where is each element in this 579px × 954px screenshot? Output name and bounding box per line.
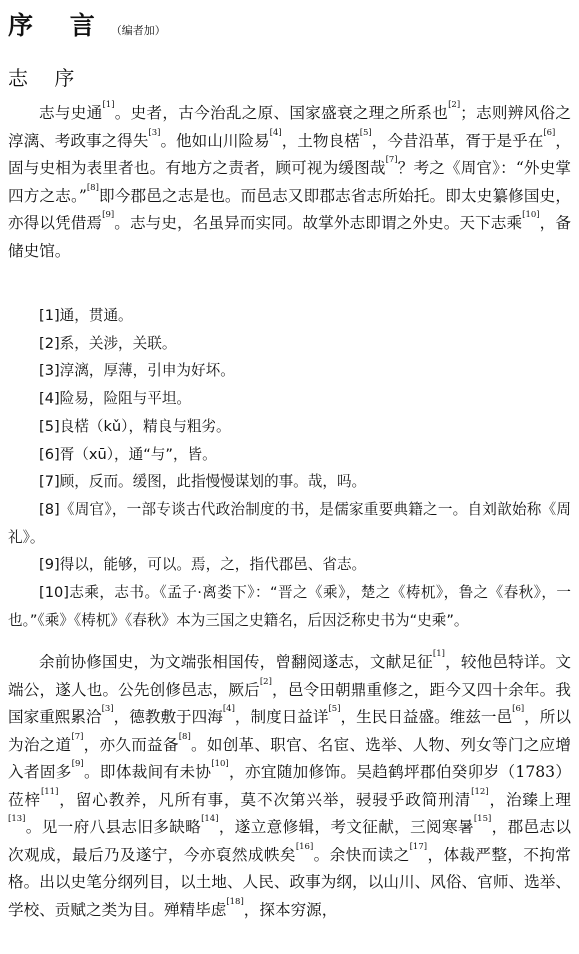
footnote-marker: [4] [222, 704, 235, 714]
footnote-marker: [15] [473, 814, 492, 824]
footnote-marker: [12] [471, 786, 489, 797]
footnote-marker: [2] [259, 676, 272, 687]
footnote-marker: [8] [178, 731, 191, 742]
footnote-marker: [10] [522, 210, 540, 220]
paragraph-text: ，生民日益盛。维兹一邑 [340, 708, 513, 726]
footnote-marker: [7] [71, 731, 84, 742]
footnote-marker: [5] [359, 127, 372, 138]
page-title: 序 言 [8, 11, 109, 40]
annotation-item: [2]系，关涉，关联。 [39, 334, 177, 352]
paragraph-text: ，体裁严整，不拘常格。出以史笔分纲列目，以土地、人民、政事为纲，以山川、风俗、官师、选举、学校、贡赋之类为目。殚精毕虑 [8, 845, 571, 919]
footnote-marker: [9] [102, 210, 115, 220]
paragraph-text: ，所以为治之道 [8, 708, 571, 754]
paragraph-text: 。他如山川险易 [160, 131, 270, 150]
paragraph-text: ，固与史相为表里者也。有地方之责者，顾可视为缓图哉 [8, 131, 571, 177]
paragraph-text: ，德教敷于四海 [113, 708, 223, 726]
paragraph-text: 。见一府八县志旧多缺略 [25, 818, 202, 836]
paragraph-text: 即今郡邑之志是也。而邑志又即郡志省志所始托。即太史纂修国史，亦得以凭借焉 [8, 186, 571, 232]
annotation-item: [10]志乘，志书。《孟子·离娄下》：“晋之《乘》，楚之《梼杌》，鲁之《春秋》，一也。”《乘》《梼杌》《春秋》本为三国之史籍名，后因泛称史书为“史乘”。 [8, 584, 571, 629]
paragraph-text: ，备储史馆。 [8, 214, 571, 260]
title-note: （编者加） [110, 24, 166, 37]
paragraph-text: ，今昔沿革，胥于是乎在 [371, 131, 544, 150]
annotation-item: [6]胥（xū），通“与”，皆。 [39, 445, 217, 463]
paragraph-text: 余前协修国史，为文端张相国传，曾翻阅遂志，文献足征 [39, 653, 433, 671]
annotation-list [8, 302, 571, 634]
footnote-marker: [17] [409, 841, 428, 852]
footnote-marker: [4] [269, 127, 282, 138]
footnote-marker: [5] [328, 704, 341, 714]
paragraph-text: ，治臻上理 [488, 790, 571, 809]
footnote-marker: [8] [86, 182, 99, 193]
footnote-marker: [3] [101, 704, 114, 714]
annotation-item: [8]《周官》，一部专谈古代政治制度的书，是儒家重要典籍之一。自刘歆始称《周礼》。 [8, 500, 571, 546]
footnote-marker: [14] [201, 814, 219, 824]
paragraph-text: 志与史通 [39, 104, 103, 122]
annotation-item: [3]淳漓，厚薄，引申为好坏。 [39, 362, 235, 380]
paragraph-text: ，亦宜随加修饰。吴趋鹤坪郡伯癸卯岁（1783）莅梓 [8, 763, 571, 809]
paragraph-text: 。余快而读之 [313, 845, 410, 864]
paragraph-text: 。志与史，名虽异而实同。故掌外志即谓之外史。天下志乘 [114, 214, 523, 232]
annotation-item: [9]得以，能够，可以。焉，之，指代郡邑、省志。 [39, 556, 367, 574]
paragraph-text: ，留心教养，凡所有事，莫不次第兴举，骎骎乎政简刑清 [58, 790, 472, 809]
paragraph-text: ，亦久而益备 [83, 735, 179, 754]
paragraph-text: ，遂立意修辑，考文征献，三阅寒暑 [218, 818, 474, 836]
paragraph-first [8, 100, 571, 265]
section-heading: 志 序 [8, 66, 85, 90]
paragraph-text: ，郡邑志以次观成，最后乃及遂宁，今亦裒然成帙矣 [8, 818, 571, 864]
paragraph-text: ？考之《周官》：“外史掌四方之志。” [8, 159, 571, 205]
paragraph-text: 。即体裁间有未协 [83, 763, 212, 781]
annotation-item: [4]险易，险阻与平坦。 [39, 390, 192, 408]
paragraph-text: ，土物良楛 [281, 131, 360, 150]
paragraph-text: ，探本穷源， [243, 900, 338, 919]
footnote-marker: [1] [102, 100, 115, 110]
page-title-row [8, 6, 166, 46]
paragraph-text: ，邑令田朝鼎重修之，距今又四十余年。我国家重熙累洽 [8, 680, 571, 726]
footnote-marker: [7] [385, 155, 398, 165]
annotation-item: [5]良楛（kǔ），精良与粗劣。 [39, 417, 231, 435]
annotation-item: [7]顾，反而。缓图，此指慢慢谋划的事。哉，吗。 [39, 473, 367, 491]
footnote-marker: [6] [512, 704, 525, 714]
annotation-item: [1]通，贯通。 [39, 307, 133, 324]
footnote-marker: [18] [226, 896, 244, 907]
footnote-marker: [2] [448, 100, 461, 110]
paragraph-text: ，制度日益详 [234, 708, 329, 726]
paragraph-text: 。如创革、职官、名宦、选举、人物、列女等门之应增入者固多 [8, 735, 571, 781]
footnote-marker: [1] [432, 649, 445, 659]
paragraph-text: ；志则辨风俗之淳漓、考政事之得失 [8, 104, 571, 150]
footnote-marker: [6] [543, 127, 556, 138]
footnote-marker: [11] [40, 786, 59, 797]
paragraph-text: ，较他邑特详。文端公，遂人也。公先创修邑志，厥后 [8, 653, 571, 699]
footnote-marker: [3] [148, 127, 161, 138]
footnote-marker: [10] [211, 759, 229, 769]
footnote-marker: [13] [8, 814, 26, 824]
paragraph-second [8, 649, 571, 924]
footnote-marker: [9] [71, 759, 84, 769]
paragraph-text: 。史者，古今治乱之原、国家盛衰之理之所系也 [114, 104, 449, 122]
footnote-marker: [16] [295, 841, 314, 852]
